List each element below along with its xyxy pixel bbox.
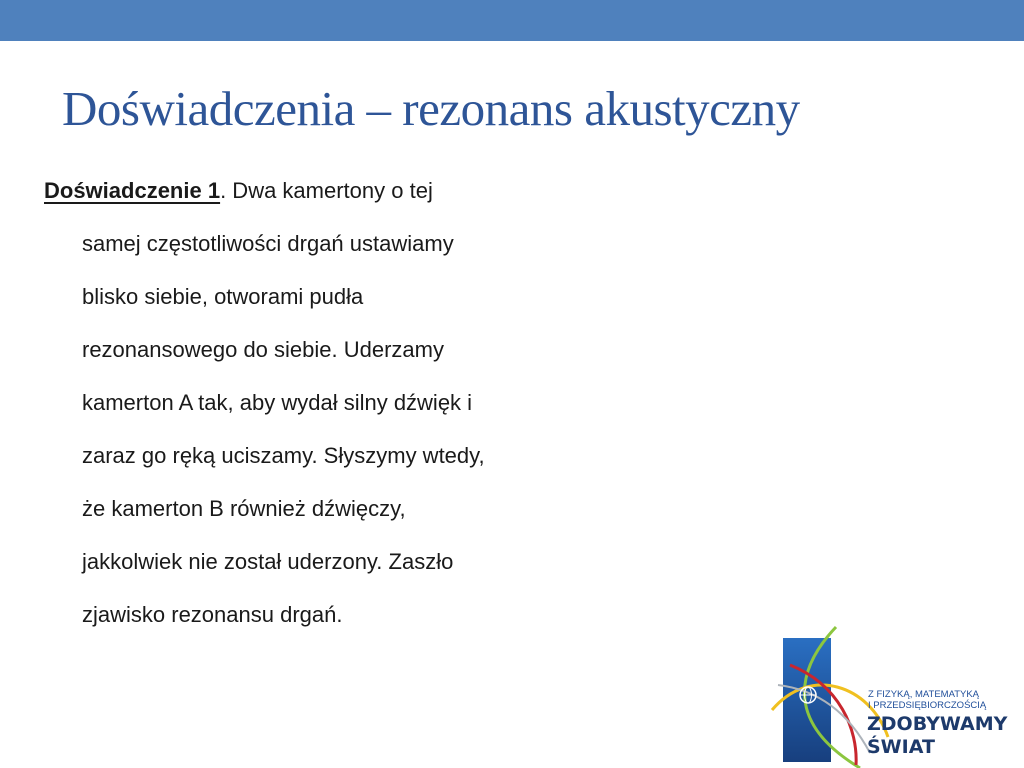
experiment-paragraph (44, 164, 644, 641)
paragraph-line-8: jakkolwiek nie został uderzony. Zaszło (82, 549, 454, 574)
logo-tagline-1: Z FIZYKĄ, MATEMATYKĄ (868, 689, 980, 700)
logo-name-2: ŚWIAT (867, 736, 935, 758)
logo-name-1: ZDOBYWAMY (867, 713, 1008, 735)
paragraph-line-7: że kamerton B również dźwięczy, (82, 496, 406, 521)
paragraph-text-line: . Dwa kamertony o tej (220, 178, 433, 203)
paragraph-line-3: blisko siebie, otworami pudła (82, 284, 364, 309)
slide-title: Doświadczenia – rezonans akustyczny (62, 81, 800, 136)
paragraph-line-1 (44, 164, 644, 217)
paragraph-line-2: samej częstotliwości drgań ustawiamy (82, 231, 454, 256)
paragraph-line-5: kamerton A tak, aby wydał silny dźwięk i (82, 390, 473, 415)
experiment-label: Doświadczenie 1 (44, 178, 221, 203)
zdobywamy-swiat-logo (770, 625, 1024, 768)
paragraph-line-9: zjawisko rezonansu drgań. (82, 602, 343, 627)
paragraph-line-6: zaraz go ręką uciszamy. Słyszymy wtedy, (82, 443, 485, 468)
logo-tagline-2: I PRZEDSIĘBIORCZOŚCIĄ (868, 700, 987, 711)
top-accent-bar (0, 0, 1024, 41)
paragraph-line-4: rezonansowego do siebie. Uderzamy (82, 337, 444, 362)
